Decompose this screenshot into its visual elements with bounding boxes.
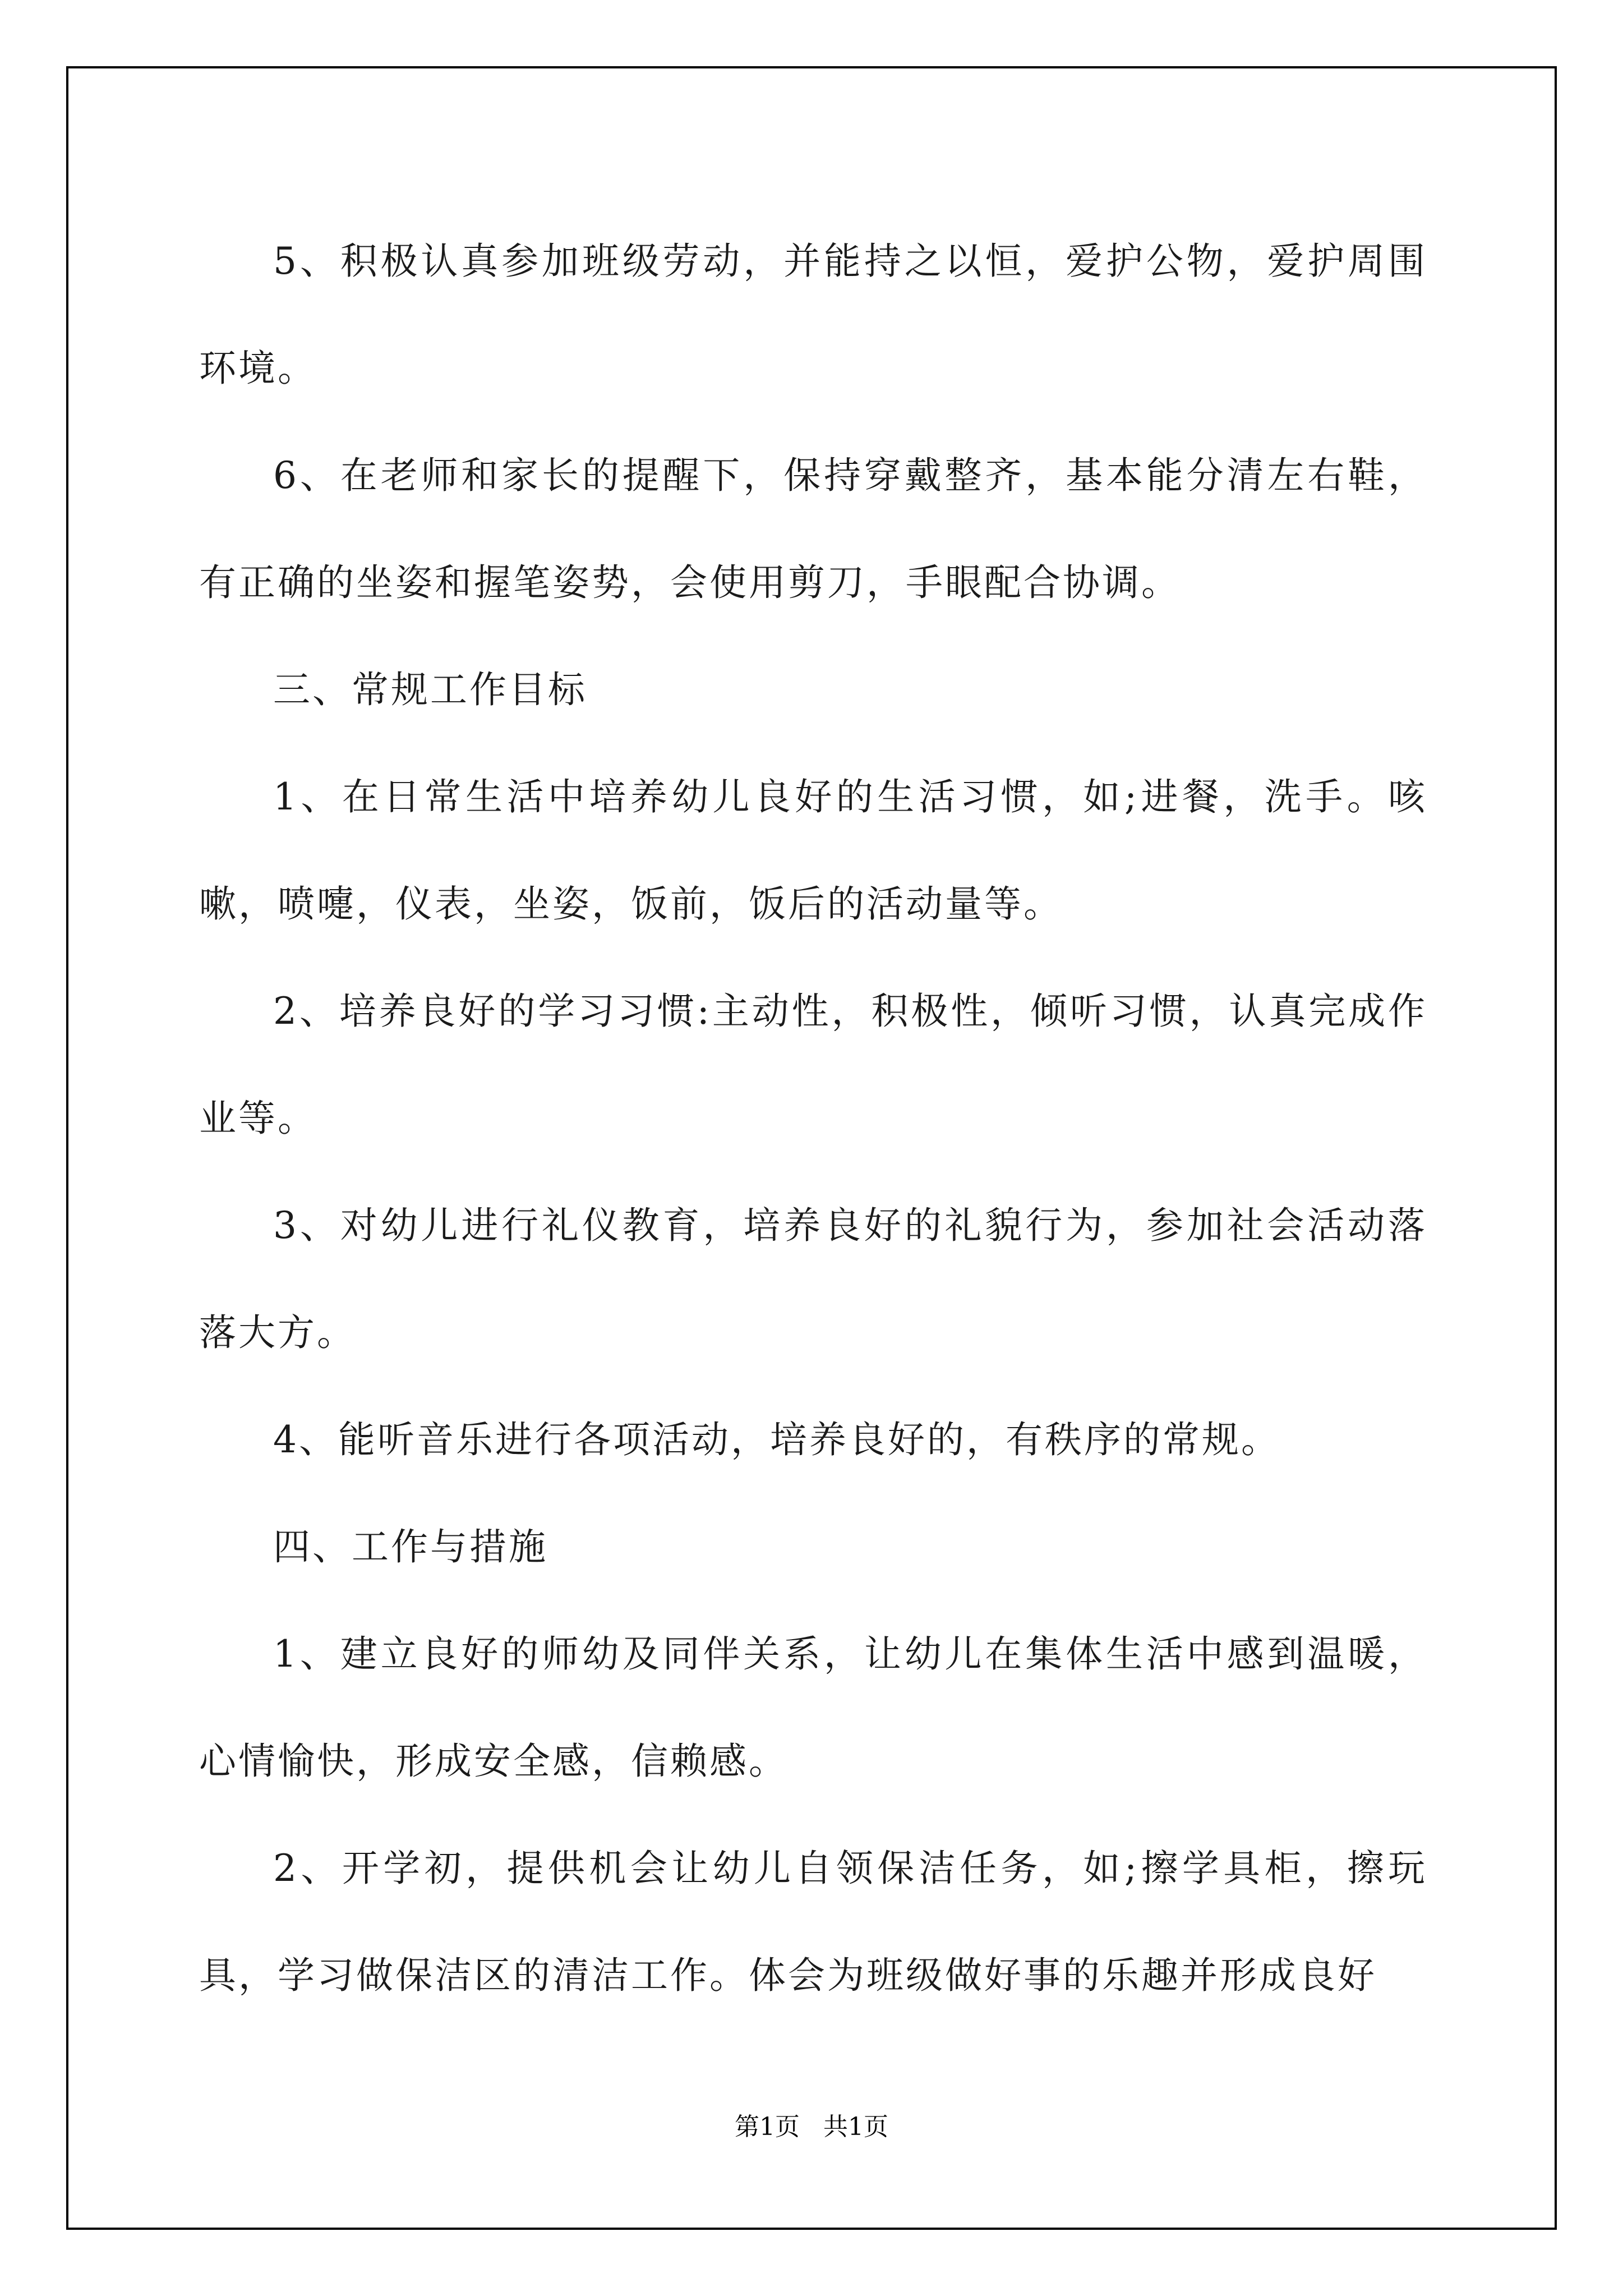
paragraph-2-cleaning-tasks: 2、开学初，提供机会让幼儿自领保洁任务，如;擦学具柜，擦玩具，学习做保洁区的清洁工作。体会为班级做好事的乐趣并形成良好 (199, 1847, 1427, 1997)
paragraph-6-dressing: 6、在老师和家长的提醒下，保持穿戴整齐，基本能分清左右鞋，有正确的坐姿和握笔姿势，会使用剪刀，手眼配合协调。 (199, 454, 1427, 604)
page-footer: 第1页 共1页 (735, 2113, 888, 2141)
paragraph-3-etiquette: 3、对幼儿进行礼仪教育，培养良好的礼貌行为，参加社会活动落落大方。 (199, 1204, 1427, 1354)
section-heading-routine-goals: 三、常规工作目标 (273, 668, 587, 711)
paragraph-2-study-habits: 2、培养良好的学习习惯:主动性，积极性，倾听习惯，认真完成作业等。 (199, 990, 1427, 1140)
paragraph-4-music: 4、能听音乐进行各项活动，培养良好的，有秩序的常规。 (273, 1418, 1280, 1461)
paragraph-5-labor: 5、积极认真参加班级劳动，并能持之以恒，爱护公物，爱护周围环境。 (199, 240, 1427, 390)
paragraph-1-living-habits: 1、在日常生活中培养幼儿良好的生活习惯，如;进餐，洗手。咳嗽，喷嚏，仪表，坐姿，饭前，饭后的活动量等。 (199, 775, 1427, 926)
paragraph-1-relationships: 1、建立良好的师幼及同伴关系，让幼儿在集体生活中感到温暖，心情愉快，形成安全感，信赖感。 (199, 1632, 1427, 1783)
section-heading-work-measures: 四、工作与措施 (273, 1525, 548, 1568)
document-body (199, 208, 1427, 2029)
